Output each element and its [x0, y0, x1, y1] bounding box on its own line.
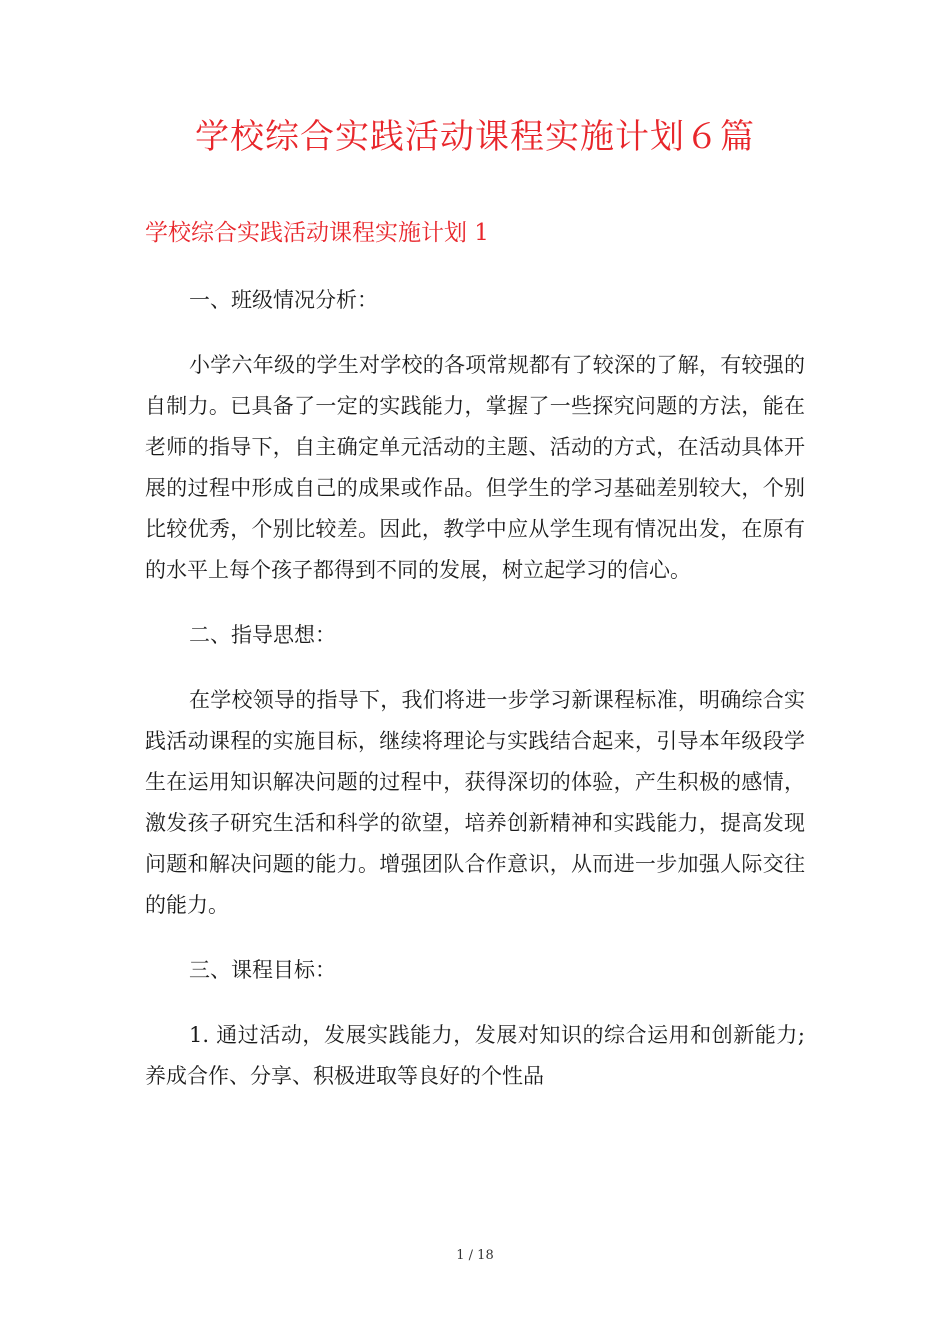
paragraph-guiding-ideology: 在学校领导的指导下，我们将进一步学习新课程标准，明确综合实践活动课程的实施目标，继续将理论与实践结合起来，引导本年级段学生在运用知识解决问题的过程中，获得深切的体验，产生积极的感情，激发孩子研究生活和科学的欲望，培养创新精神和实践能力，提高发现问题和解决问题的能力。增强团队合作意识，从而进一步加强人际交往的能力。 [145, 688, 805, 917]
heading-guiding-ideology: 二、指导思想： [189, 623, 336, 647]
paragraph-class-analysis: 小学六年级的学生对学校的各项常规都有了较深的了解，有较强的自制力。已具备了一定的实践能力，掌握了一些探究问题的方法，能在老师的指导下，自主确定单元活动的主题、活动的方式，在活动具体开展的过程中形成自己的成果或作品。但学生的学习基础差别较大，个别比较优秀，个别比较差。因此，教学中应从学生现有情况出发，在原有的水平上每个孩子都得到不同的发展，树立起学习的信心。 [145, 353, 805, 582]
page-number: 1 / 18 [456, 1248, 494, 1263]
heading-class-analysis: 一、班级情况分析： [189, 288, 378, 312]
paragraph-course-goal-1: 1. 通过活动，发展实践能力，发展对知识的综合运用和创新能力;养成合作、分享、积极进取等良好的个性品 [145, 1023, 805, 1088]
section-heading: 学校综合实践活动课程实施计划 1 [145, 220, 489, 246]
document-title: 学校综合实践活动课程实施计划６篇 [195, 117, 755, 157]
heading-course-goals: 三、课程目标： [189, 958, 336, 982]
document-body [145, 280, 805, 1097]
